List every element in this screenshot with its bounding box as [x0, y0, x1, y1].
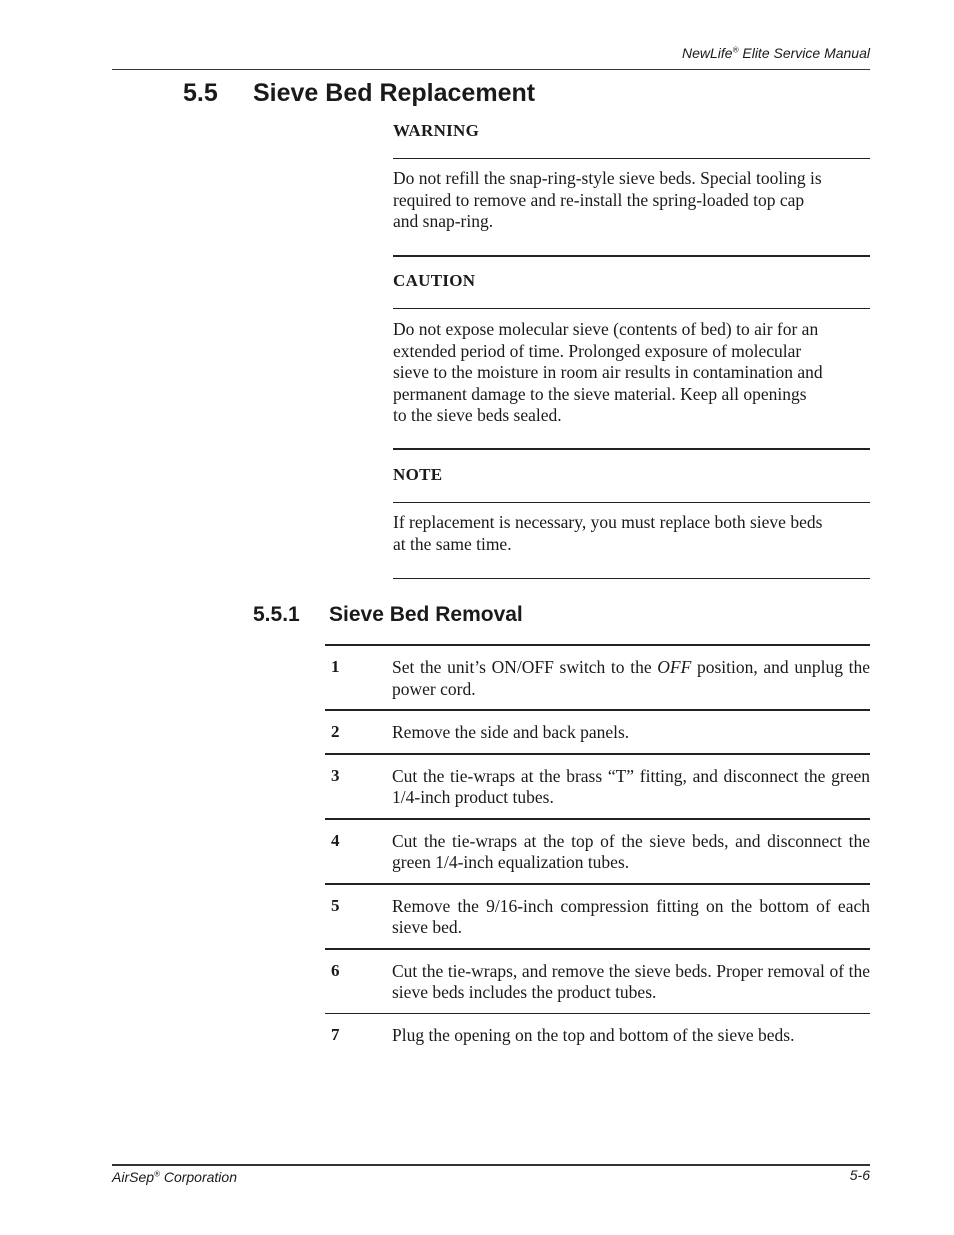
step-row: [325, 1014, 870, 1056]
step-text: Cut the tie-wraps at the brass “T” fitting, and disconnect the green 1/4-inch product tubes.: [392, 765, 870, 807]
running-header: [682, 45, 870, 61]
header-manual-title: Elite Service Manual: [738, 45, 870, 61]
header-rule: [112, 69, 870, 70]
caution-top-rule: [393, 255, 870, 257]
step-row: [325, 950, 870, 1013]
step-row: [325, 711, 870, 753]
subsection-title: Sieve Bed Removal: [329, 603, 523, 626]
step-text-part: position, and unplug the power cord.: [392, 657, 871, 699]
step-text: Cut the tie-wraps at the top of the sieve beds, and disconnect the green 1/4-inch equalization tubes.: [392, 830, 870, 872]
steps-table: [325, 644, 870, 1055]
step-text-emphasis: OFF: [657, 657, 692, 677]
footer-corp: Corporation: [159, 1169, 237, 1185]
footer-company-name: AirSep: [112, 1169, 155, 1185]
step-number: 3: [331, 765, 340, 785]
step-text: Remove the 9/16-inch compression fitting on the bottom of each sieve bed.: [392, 895, 870, 937]
section-title: Sieve Bed Replacement: [253, 79, 536, 107]
step-text: Cut the tie-wraps, and remove the sieve beds. Proper removal of the sieve beds includes the product tubes.: [392, 960, 870, 1002]
step-row: [325, 820, 870, 883]
note-bottom-rule: [393, 578, 870, 579]
footer-registered-mark: ®: [154, 1169, 160, 1179]
step-number: 5: [331, 895, 340, 915]
note-text: If replacement is necessary, you must replace both sieve beds at the same time.: [393, 512, 823, 554]
step-row: [325, 646, 870, 709]
footer-company: [112, 1169, 237, 1185]
step-row: [325, 885, 870, 948]
section-number: 5.5: [183, 79, 218, 107]
warning-label: WARNING: [393, 121, 480, 140]
footer-rule: [112, 1164, 870, 1166]
step-text: Plug the opening on the top and bottom of the sieve beds.: [392, 1024, 795, 1045]
step-row: [325, 755, 870, 818]
step-text: [392, 657, 870, 700]
step-number: 1: [331, 657, 340, 676]
step-number: 6: [331, 960, 340, 980]
header-product: NewLife: [681, 45, 733, 61]
note-top-rule: [393, 448, 870, 450]
step-number: 4: [331, 830, 340, 850]
step-number: 7: [331, 1024, 340, 1044]
caution-rule: [393, 308, 870, 309]
note-rule: [393, 502, 870, 503]
step-text-part: Set the unit’s ON/OFF switch to the: [392, 657, 658, 677]
page-number: 5-6: [849, 1167, 870, 1183]
caution-label: CAUTION: [393, 271, 476, 290]
step-text: Remove the side and back panels.: [392, 722, 630, 742]
step-number: 2: [331, 722, 340, 741]
header-registered-mark: ®: [732, 45, 739, 55]
subsection-number: 5.5.1: [253, 603, 300, 626]
warning-text: Do not refill the snap-ring-style sieve beds. Special tooling is required to remove and re-install the spring-loaded top cap and snap-ring.: [393, 168, 822, 231]
note-label: NOTE: [393, 465, 443, 484]
warning-rule: [393, 158, 870, 159]
caution-text: Do not expose molecular sieve (contents of bed) to air for an extended period of time. Prolonged exposure of molecular sieve to the moisture in room air results in contamination and permanent damage to the sieve material. Keep all openings to the sieve beds sealed.: [393, 319, 823, 425]
